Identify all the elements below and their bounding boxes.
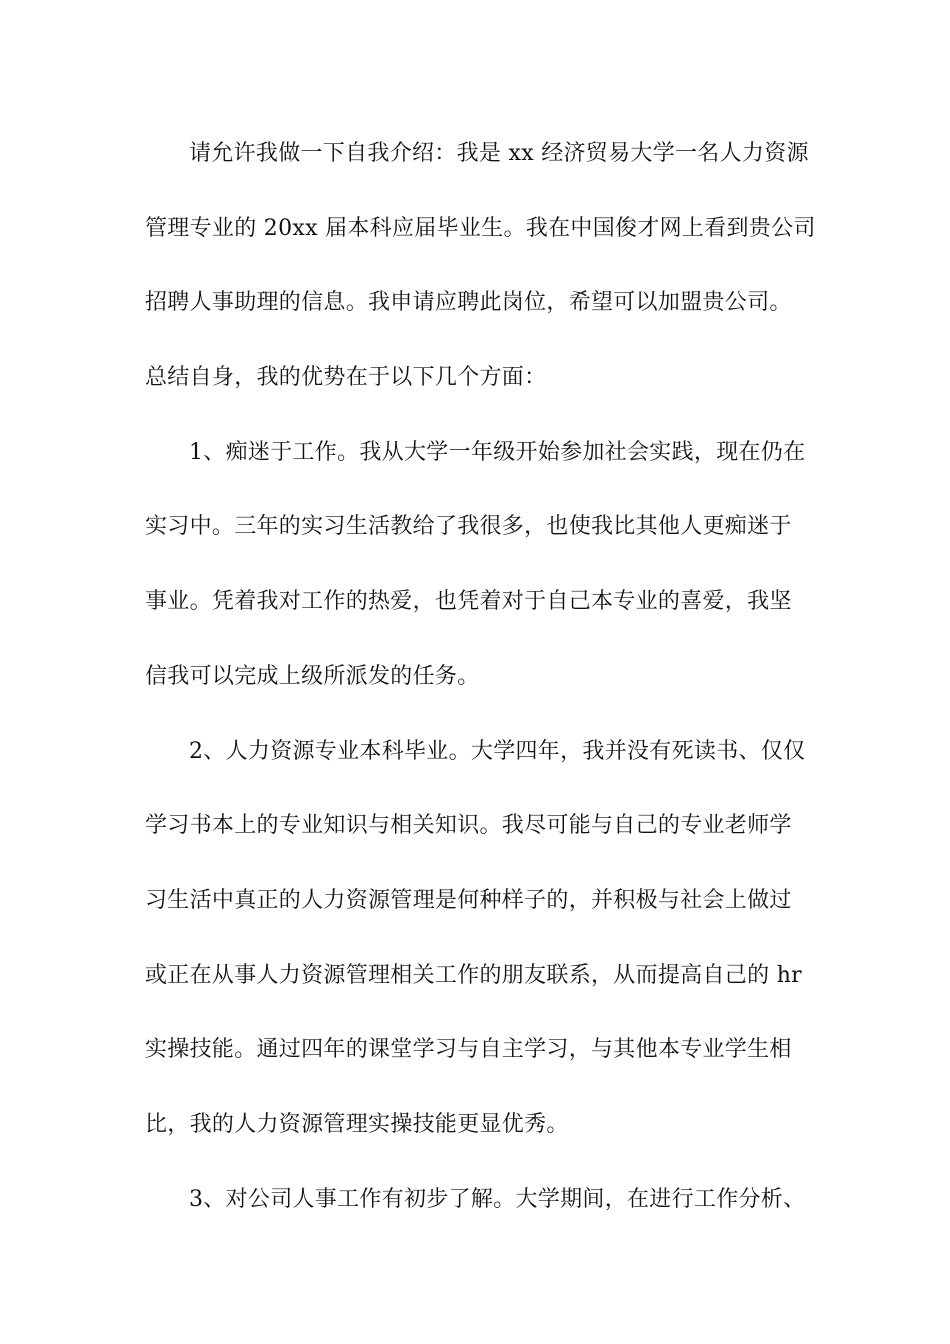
paragraph-line: 3、对公司人事工作有初步了解。大学期间，在进行工作分析、 <box>189 1186 806 1212</box>
paragraph-line: 信我可以完成上级所派发的任务。 <box>145 663 480 689</box>
paragraph-line: 习生活中真正的人力资源管理是何种样子的，并积极与社会上做过 <box>145 887 792 913</box>
paragraph-line: 1、痴迷于工作。我从大学一年级开始参加社会实践，现在仍在 <box>189 439 806 465</box>
paragraph-line: 比，我的人力资源管理实操技能更显优秀。 <box>145 1111 569 1137</box>
paragraph-line: 实习中。三年的实习生活教给了我很多，也使我比其他人更痴迷于 <box>145 514 792 540</box>
paragraph-line: 管理专业的 20xx 届本科应届毕业生。我在中国俊才网上看到贵公司 <box>145 215 816 241</box>
paragraph-line: 请允许我做一下自我介绍：我是 xx 经济贸易大学一名人力资源 <box>189 141 809 166</box>
paragraph-line: 实操技能。通过四年的课堂学习与自主学习，与其他本专业学生相 <box>145 1037 792 1063</box>
paragraph-line: 2、人力资源专业本科毕业。大学四年，我并没有死读书、仅仅 <box>189 738 806 764</box>
paragraph-line: 或正在从事人力资源管理相关工作的朋友联系，从而提高自己的 hr <box>145 962 802 988</box>
paragraph-line: 学习书本上的专业知识与相关知识。我尽可能与自己的专业老师学 <box>145 813 792 839</box>
document-body <box>145 132 816 1252</box>
paragraph-line: 招聘人事助理的信息。我申请应聘此岗位，希望可以加盟贵公司。 <box>145 290 792 316</box>
paragraph-line: 事业。凭着我对工作的热爱，也凭着对于自己本专业的喜爱，我坚 <box>145 589 792 615</box>
paragraph-line: 总结自身，我的优势在于以下几个方面： <box>145 365 547 391</box>
